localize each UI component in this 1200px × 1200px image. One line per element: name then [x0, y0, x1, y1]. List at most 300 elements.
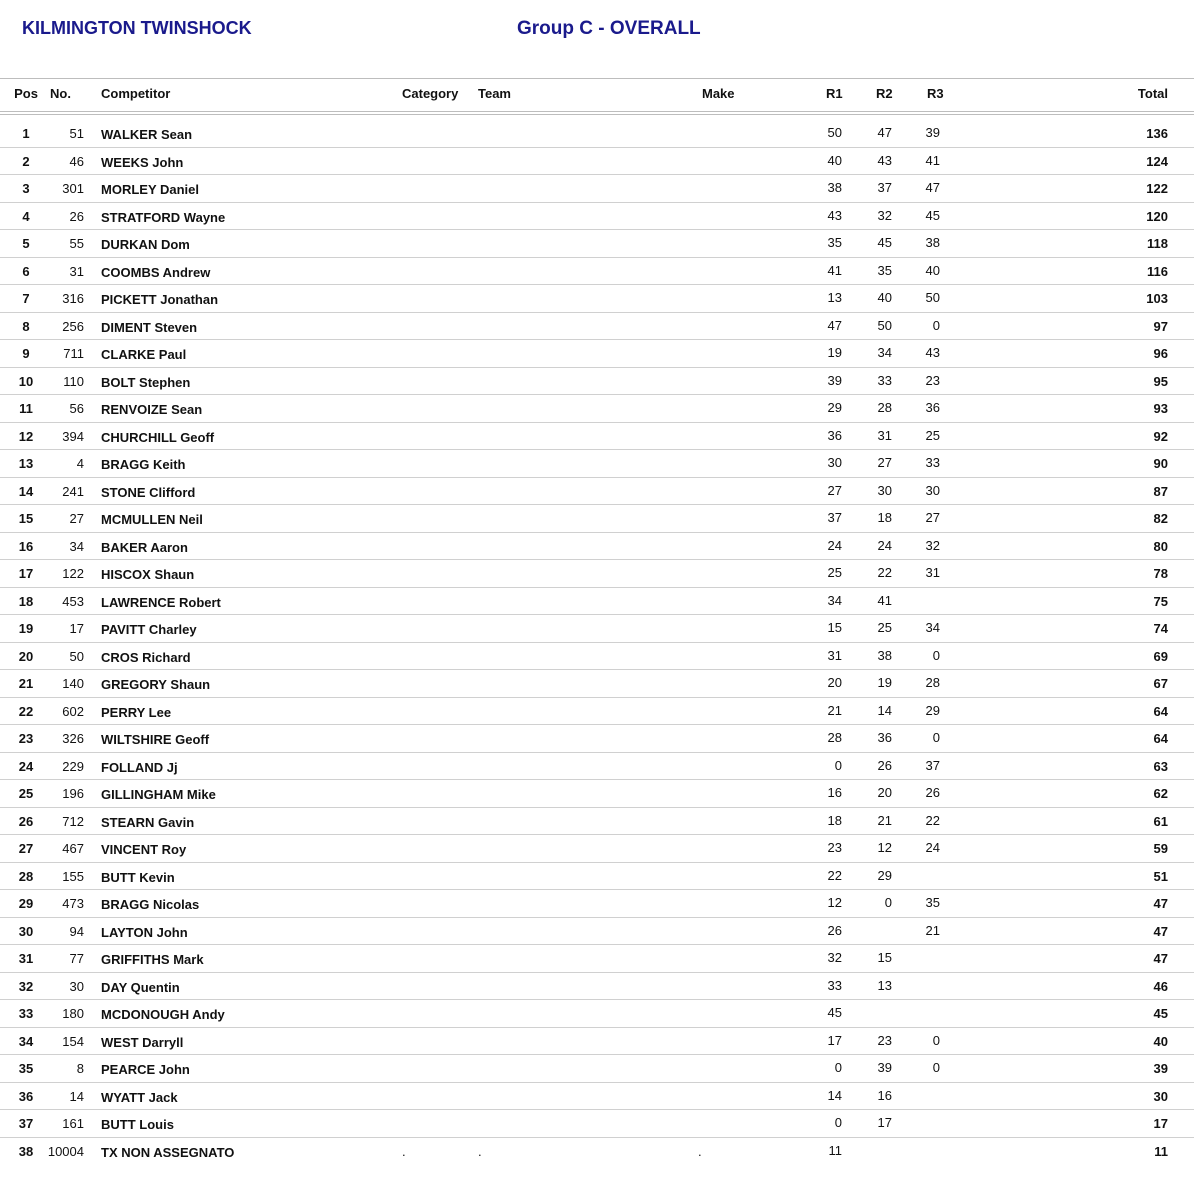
total-cell: 40	[1153, 1033, 1168, 1049]
top-divider	[0, 78, 1194, 79]
number-cell: 711	[63, 346, 84, 361]
competitor-cell: PERRY Lee	[101, 704, 172, 720]
competitor-cell: CROS Richard	[101, 649, 191, 665]
table-row	[0, 423, 1194, 451]
total-cell: 39	[1153, 1061, 1168, 1076]
position-cell: 12	[18, 428, 34, 444]
round1-cell: 47	[827, 317, 842, 333]
competitor-cell: CLARKE Paul	[101, 347, 187, 362]
round2-cell: 16	[877, 1087, 892, 1103]
round1-cell: 28	[827, 730, 842, 745]
round2-cell: 21	[877, 812, 892, 828]
table-row	[0, 973, 1194, 1001]
position-cell: 18	[18, 593, 34, 609]
total-cell: 64	[1153, 703, 1168, 719]
round1-cell: 21	[827, 702, 842, 718]
round2-cell: 19	[877, 675, 892, 690]
position-cell: 1	[22, 126, 30, 141]
position-cell: 17	[18, 566, 34, 581]
round3-cell: 47	[925, 180, 940, 195]
position-cell: 28	[18, 868, 34, 884]
position-cell: 11	[19, 401, 33, 416]
round1-cell: 22	[827, 867, 842, 883]
round1-cell: 45	[827, 1005, 842, 1020]
round1-cell: 13	[827, 290, 842, 305]
competitor-cell: FOLLAND Jj	[101, 759, 178, 775]
position-cell: 27	[18, 841, 34, 856]
position-cell: 3	[22, 181, 30, 196]
round1-cell: 41	[827, 262, 842, 278]
table-row	[0, 120, 1194, 148]
competitor-cell: DIMENT Steven	[101, 319, 198, 335]
round2-cell: 12	[877, 840, 892, 855]
number-cell: 473	[62, 896, 84, 911]
round3-cell: 0	[932, 1060, 940, 1075]
table-row	[0, 863, 1194, 891]
number-cell: 46	[69, 153, 84, 169]
number-cell: 453	[62, 593, 84, 609]
round3-cell: 34	[925, 620, 940, 635]
total-cell: 93	[1153, 401, 1168, 416]
competitor-cell: PAVITT Charley	[101, 622, 197, 637]
round2-cell: 32	[877, 207, 892, 223]
total-cell: 69	[1153, 648, 1168, 664]
round3-cell: 35	[925, 895, 940, 910]
position-cell: 2	[22, 153, 30, 169]
round1-cell: 16	[827, 785, 842, 800]
round2-cell: 34	[877, 345, 892, 360]
position-cell: 35	[18, 1061, 34, 1076]
total-cell: 74	[1153, 621, 1168, 636]
round3-cell: 25	[925, 427, 940, 443]
competitor-cell: WEST Darryll	[101, 1034, 184, 1050]
total-cell: 122	[1146, 181, 1168, 196]
competitor-cell: VINCENT Roy	[101, 842, 187, 857]
round2-cell: 13	[877, 977, 892, 993]
round3-cell: 30	[925, 482, 940, 498]
position-cell: 38	[18, 1143, 34, 1159]
number-cell: 196	[62, 786, 84, 801]
competitor-cell: STEARN Gavin	[101, 814, 195, 830]
total-cell: 67	[1153, 676, 1168, 691]
total-cell: 51	[1153, 868, 1168, 884]
total-cell: 11	[1154, 1143, 1168, 1159]
event-title: KILMINGTON TWINSHOCK	[22, 18, 252, 38]
total-cell: 118	[1147, 236, 1168, 251]
team-cell: .	[478, 1143, 482, 1159]
table-row	[0, 285, 1194, 313]
round3-cell: 0	[932, 1032, 940, 1048]
number-cell: 155	[62, 868, 84, 884]
header-total: Total	[1137, 86, 1168, 101]
position-cell: 33	[18, 1006, 34, 1021]
table-row	[0, 533, 1194, 561]
total-cell: 47	[1153, 951, 1168, 966]
group-title: Group C - OVERALL	[517, 18, 701, 39]
position-cell: 36	[18, 1088, 34, 1104]
round2-cell: 38	[877, 647, 892, 663]
competitor-cell: BOLT Stephen	[101, 374, 191, 390]
round1-cell: 43	[827, 207, 842, 223]
number-cell: 122	[62, 566, 84, 581]
total-cell: 47	[1153, 923, 1168, 939]
total-cell: 80	[1153, 538, 1168, 554]
competitor-cell: WALKER Sean	[101, 127, 193, 142]
round3-cell: 0	[932, 317, 940, 333]
total-cell: 124	[1146, 153, 1168, 169]
competitor-cell: COOMBS Andrew	[101, 264, 211, 280]
round1-cell: 37	[827, 510, 842, 525]
competitor-cell: RENVOIZE Sean	[101, 402, 203, 417]
make-cell: .	[698, 1143, 702, 1159]
competitor-cell: MORLEY Daniel	[101, 182, 200, 197]
table-row	[0, 588, 1194, 616]
competitor-cell: LAYTON John	[101, 924, 188, 940]
table-row	[0, 780, 1194, 808]
round1-cell: 38	[827, 180, 842, 195]
number-cell: 712	[62, 813, 84, 829]
total-cell: 116	[1147, 263, 1168, 279]
table-row	[0, 725, 1194, 753]
round1-cell: 26	[827, 922, 842, 938]
round2-cell: 22	[877, 565, 892, 580]
table-row	[0, 175, 1194, 203]
position-cell: 5	[22, 236, 30, 251]
round3-cell: 21	[925, 922, 940, 938]
round3-cell: 24	[925, 840, 940, 855]
competitor-cell: CHURCHILL Geoff	[101, 429, 215, 445]
position-cell: 14	[18, 483, 34, 499]
round3-cell: 41	[925, 152, 940, 168]
round2-cell: 0	[884, 895, 892, 910]
table-row	[0, 753, 1194, 781]
table-row	[0, 230, 1194, 258]
competitor-cell: STONE Clifford	[101, 484, 196, 500]
position-cell: 10	[18, 373, 34, 389]
position-cell: 4	[22, 208, 30, 224]
total-cell: 61	[1153, 813, 1168, 829]
round1-cell: 30	[827, 455, 842, 470]
competitor-cell: WILTSHIRE Geoff	[101, 732, 210, 747]
position-cell: 7	[22, 291, 30, 306]
number-cell: 31	[69, 263, 84, 279]
table-row	[0, 670, 1194, 698]
table-row	[0, 835, 1194, 863]
round2-cell: 41	[877, 592, 892, 608]
number-cell: 301	[62, 181, 84, 196]
competitor-cell: BAKER Aaron	[101, 539, 188, 555]
total-cell: 96	[1153, 346, 1168, 361]
round1-cell: 40	[827, 152, 842, 168]
number-cell: 467	[62, 841, 84, 856]
round2-cell: 36	[877, 730, 892, 745]
table-row	[0, 450, 1194, 478]
round1-cell: 33	[827, 977, 842, 993]
competitor-cell: TX NON ASSEGNATO	[101, 1144, 235, 1160]
round1-cell: 15	[827, 620, 842, 635]
round3-cell: 26	[925, 785, 940, 800]
table-row	[0, 395, 1194, 423]
number-cell: 30	[69, 978, 84, 994]
competitor-cell: BUTT Louis	[101, 1117, 174, 1132]
total-cell: 90	[1153, 456, 1168, 471]
total-cell: 92	[1153, 428, 1168, 444]
header-competitor: Competitor	[101, 86, 171, 101]
position-cell: 6	[22, 263, 30, 279]
number-cell: 241	[62, 483, 84, 499]
number-cell: 17	[69, 621, 84, 636]
round3-cell: 22	[925, 812, 940, 828]
total-cell: 95	[1153, 373, 1168, 389]
competitor-cell: HISCOX Shaun	[101, 567, 195, 582]
number-cell: 26	[69, 208, 84, 224]
header-team: Team	[478, 86, 511, 101]
round3-cell: 50	[925, 290, 940, 305]
round2-cell: 28	[877, 400, 892, 415]
header-r3: R3	[927, 86, 944, 101]
competitor-cell: WYATT Jack	[101, 1089, 178, 1105]
round1-cell: 34	[827, 592, 842, 608]
table-row	[0, 615, 1194, 643]
table-row	[0, 918, 1194, 946]
table-row	[0, 808, 1194, 836]
position-cell: 30	[18, 923, 34, 939]
round1-cell: 29	[827, 400, 842, 415]
table-row	[0, 258, 1194, 286]
round2-cell: 33	[877, 372, 892, 388]
number-cell: 27	[69, 511, 84, 526]
total-cell: 59	[1153, 841, 1168, 856]
header-divider	[0, 111, 1194, 112]
category-cell: .	[402, 1143, 406, 1159]
competitor-cell: GRIFFITHS Mark	[101, 952, 204, 967]
round2-cell: 43	[877, 152, 892, 168]
competitor-cell: WEEKS John	[101, 154, 184, 170]
round1-cell: 35	[827, 235, 842, 250]
header-r1: R1	[826, 86, 843, 101]
total-cell: 87	[1153, 483, 1168, 499]
round1-cell: 14	[827, 1087, 842, 1103]
position-cell: 34	[18, 1033, 34, 1049]
table-row	[0, 1055, 1194, 1083]
table-row	[0, 945, 1194, 973]
total-cell: 46	[1153, 978, 1168, 994]
total-cell: 75	[1153, 593, 1168, 609]
round2-cell: 39	[877, 1060, 892, 1075]
round2-cell: 27	[877, 455, 892, 470]
position-cell: 9	[22, 346, 30, 361]
number-cell: 394	[62, 428, 84, 444]
table-row	[0, 1138, 1194, 1165]
round3-cell: 0	[932, 647, 940, 663]
round3-cell: 39	[925, 125, 940, 140]
position-cell: 29	[18, 896, 34, 911]
round3-cell: 45	[925, 207, 940, 223]
round1-cell: 0	[834, 1060, 842, 1075]
total-cell: 97	[1153, 318, 1168, 334]
round1-cell: 12	[827, 895, 842, 910]
round1-cell: 36	[827, 427, 842, 443]
number-cell: 51	[69, 126, 84, 141]
table-row	[0, 340, 1194, 368]
round2-cell: 45	[877, 235, 892, 250]
number-cell: 55	[69, 236, 84, 251]
round2-cell: 50	[877, 317, 892, 333]
number-cell: 180	[62, 1006, 84, 1021]
table-row	[0, 313, 1194, 341]
round2-cell: 24	[877, 537, 892, 553]
number-cell: 326	[62, 731, 84, 746]
round1-cell: 23	[827, 840, 842, 855]
competitor-cell: BRAGG Keith	[101, 457, 186, 472]
total-cell: 63	[1153, 758, 1168, 774]
number-cell: 77	[69, 951, 84, 966]
total-cell: 78	[1153, 566, 1168, 581]
round3-cell: 0	[932, 730, 940, 745]
round3-cell: 23	[925, 372, 940, 388]
round3-cell: 29	[925, 702, 940, 718]
number-cell: 602	[62, 703, 84, 719]
round3-cell: 37	[925, 757, 940, 773]
number-cell: 8	[76, 1061, 84, 1076]
total-cell: 30	[1153, 1088, 1168, 1104]
total-cell: 120	[1146, 208, 1168, 224]
round1-cell: 11	[828, 1142, 842, 1158]
total-cell: 62	[1153, 786, 1168, 801]
round1-cell: 32	[827, 950, 842, 965]
number-cell: 229	[62, 758, 84, 774]
round2-cell: 25	[877, 620, 892, 635]
number-cell: 256	[62, 318, 84, 334]
position-cell: 24	[18, 758, 34, 774]
competitor-cell: STRATFORD Wayne	[101, 209, 226, 225]
header-r2: R2	[876, 86, 893, 101]
round1-cell: 24	[827, 537, 842, 553]
position-cell: 8	[22, 318, 30, 334]
total-cell: 103	[1146, 291, 1168, 306]
round1-cell: 31	[827, 647, 842, 663]
number-cell: 14	[69, 1088, 84, 1104]
round2-cell: 30	[877, 482, 892, 498]
round3-cell: 43	[925, 345, 940, 360]
round2-cell: 35	[877, 262, 892, 278]
round3-cell: 36	[925, 400, 940, 415]
total-cell: 17	[1153, 1116, 1168, 1131]
position-cell: 13	[18, 456, 34, 471]
round2-cell: 37	[877, 180, 892, 195]
number-cell: 4	[76, 456, 84, 471]
table-row	[0, 203, 1194, 231]
round1-cell: 19	[827, 345, 842, 360]
competitor-cell: PICKETT Jonathan	[101, 292, 219, 307]
round3-cell: 28	[925, 675, 940, 690]
total-cell: 45	[1153, 1006, 1168, 1021]
position-cell: 19	[18, 621, 34, 636]
total-cell: 47	[1153, 896, 1168, 911]
competitor-cell: PEARCE John	[101, 1062, 190, 1077]
round3-cell: 32	[925, 537, 940, 553]
round2-cell: 26	[877, 757, 892, 773]
competitor-cell: MCMULLEN Neil	[101, 512, 203, 527]
number-cell: 34	[69, 538, 84, 554]
table-row	[0, 478, 1194, 506]
position-cell: 22	[18, 703, 34, 719]
header-pos: Pos	[14, 86, 38, 101]
round1-cell: 0	[834, 757, 842, 773]
position-cell: 15	[18, 511, 34, 526]
position-cell: 37	[18, 1116, 34, 1131]
header-make: Make	[702, 86, 735, 101]
header-no: No.	[50, 86, 71, 101]
total-cell: 82	[1153, 511, 1168, 526]
total-cell: 136	[1146, 126, 1168, 141]
number-cell: 94	[69, 923, 84, 939]
round2-cell: 20	[877, 785, 892, 800]
round2-cell: 15	[877, 950, 892, 965]
number-cell: 56	[69, 401, 84, 416]
round2-cell: 47	[877, 125, 892, 140]
competitor-cell: BUTT Kevin	[101, 869, 175, 885]
table-row	[0, 1000, 1194, 1028]
total-cell: 64	[1153, 731, 1168, 746]
results-table	[0, 120, 1194, 1164]
header-category: Category	[402, 86, 459, 101]
table-row	[0, 643, 1194, 671]
position-cell: 26	[18, 813, 34, 829]
table-header	[0, 86, 1194, 108]
round1-cell: 18	[827, 812, 842, 828]
competitor-cell: GILLINGHAM Mike	[101, 787, 216, 802]
round2-cell: 29	[877, 867, 892, 883]
competitor-cell: DURKAN Dom	[101, 237, 190, 252]
table-row	[0, 698, 1194, 726]
table-row	[0, 560, 1194, 588]
table-row	[0, 505, 1194, 533]
table-row	[0, 1083, 1194, 1111]
competitor-cell: MCDONOUGH Andy	[101, 1007, 225, 1022]
round1-cell: 27	[827, 482, 842, 498]
number-cell: 154	[62, 1033, 84, 1049]
round1-cell: 39	[827, 372, 842, 388]
number-cell: 316	[62, 291, 84, 306]
round1-cell: 0	[834, 1115, 842, 1130]
number-cell: 10004	[47, 1143, 84, 1159]
position-cell: 16	[18, 538, 34, 554]
position-cell: 32	[18, 978, 34, 994]
number-cell: 110	[63, 373, 84, 389]
round1-cell: 17	[827, 1032, 842, 1048]
round1-cell: 25	[827, 565, 842, 580]
number-cell: 50	[69, 648, 84, 664]
round3-cell: 38	[925, 235, 940, 250]
round2-cell: 17	[877, 1115, 892, 1130]
round2-cell: 23	[877, 1032, 892, 1048]
competitor-cell: LAWRENCE Robert	[101, 594, 221, 610]
round1-cell: 20	[827, 675, 842, 690]
round2-cell: 14	[877, 702, 892, 718]
round2-cell: 31	[877, 427, 892, 443]
competitor-cell: BRAGG Nicolas	[101, 897, 200, 912]
table-row	[0, 890, 1194, 918]
round2-cell: 18	[877, 510, 892, 525]
competitor-cell: GREGORY Shaun	[101, 677, 211, 692]
round3-cell: 31	[925, 565, 940, 580]
number-cell: 161	[62, 1116, 84, 1131]
position-cell: 20	[18, 648, 34, 664]
position-cell: 21	[18, 676, 34, 691]
table-row	[0, 1028, 1194, 1056]
table-row	[0, 368, 1194, 396]
